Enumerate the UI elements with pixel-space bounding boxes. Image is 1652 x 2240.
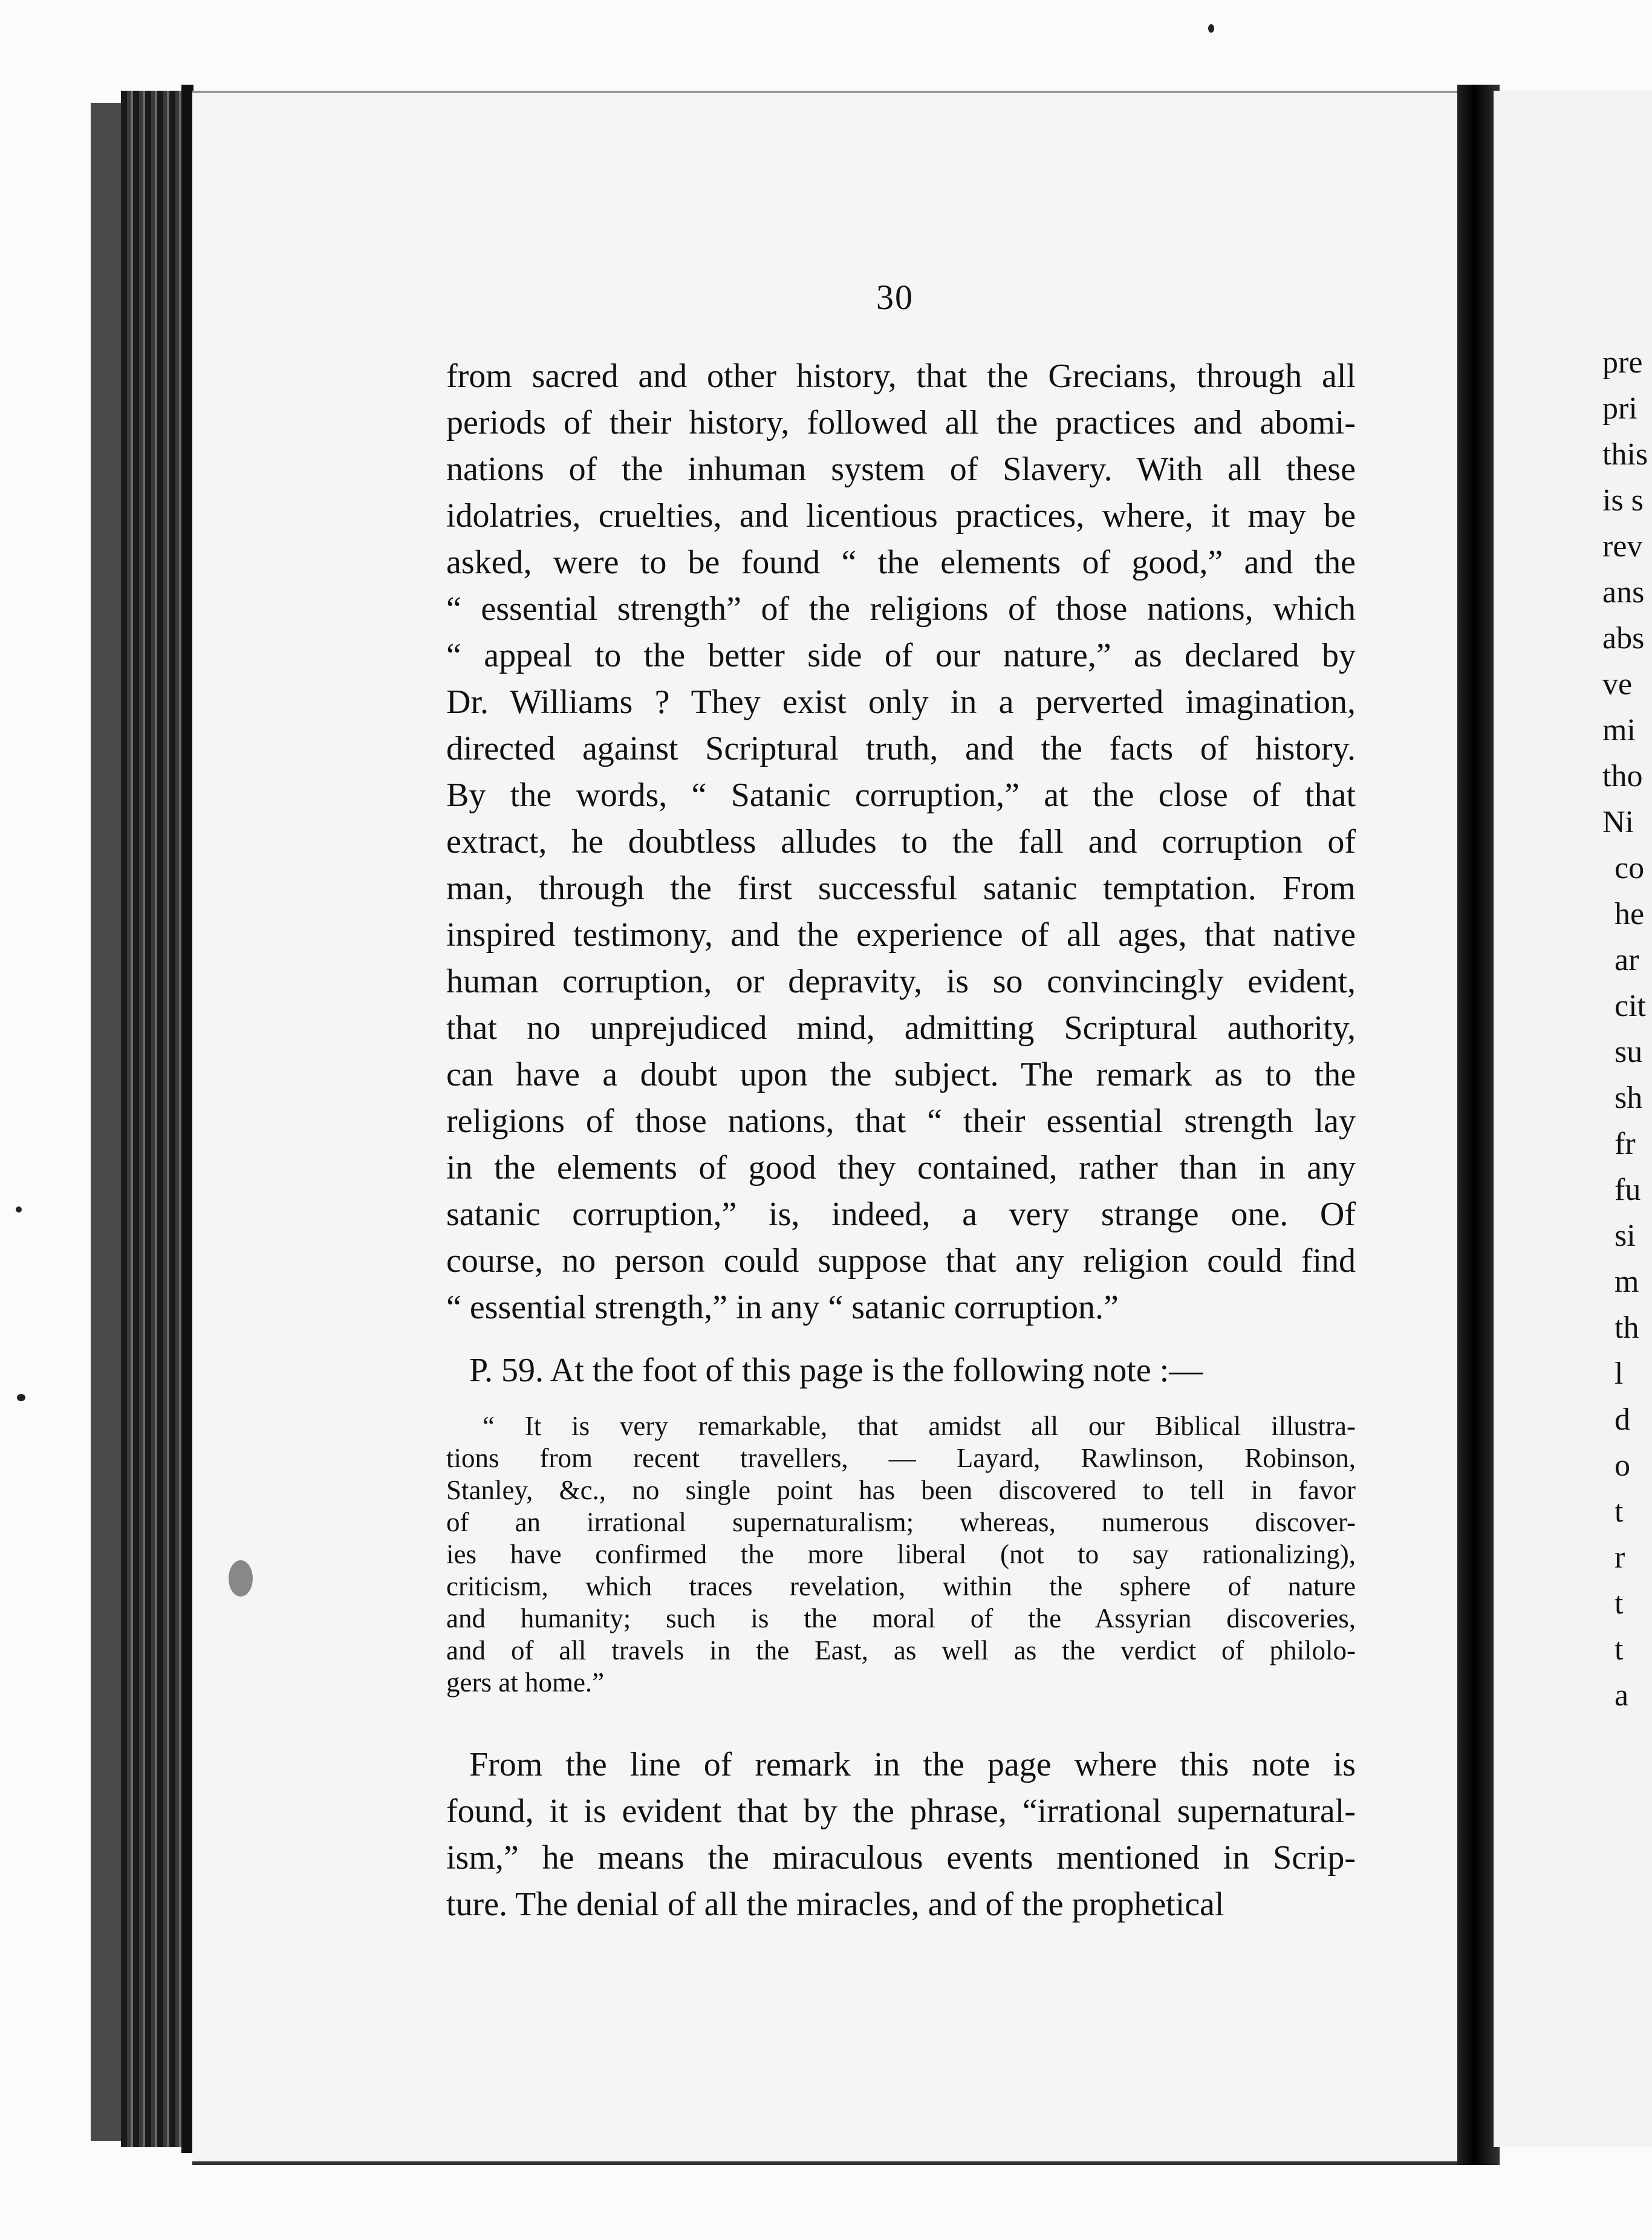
facing-page — [1494, 91, 1652, 2147]
text-line: “ essential strength” of the religions of those nations, which — [446, 590, 1356, 628]
text-line: ies have confirmed the more liberal (not to say rationalizing), — [446, 1539, 1356, 1569]
facing-page-fragment: he — [1615, 897, 1645, 931]
text-line: ture. The denial of all the miracles, and of the prophetical — [446, 1886, 1224, 1923]
text-line: inspired testimony, and the experience of all ages, that native — [446, 916, 1356, 954]
text-line: From the line of remark in the page where this note is — [469, 1746, 1356, 1783]
facing-page-fragment: t — [1615, 1586, 1624, 1621]
text-line: found, it is evident that by the phrase, “irrational supernatural- — [446, 1792, 1356, 1830]
text-line: By the words, “ Satanic corruption,” at the close of that — [446, 777, 1356, 814]
facing-page-fragment: t — [1615, 1632, 1624, 1667]
facing-page-fragment: d — [1615, 1402, 1630, 1437]
text-line: and humanity; such is the moral of the Assyrian discoveries, — [446, 1603, 1356, 1633]
text-line: periods of their history, followed all the practices and abomi- — [446, 404, 1356, 441]
facing-page-fragment: abs — [1602, 621, 1645, 656]
paragraph-conclusion — [446, 1742, 1356, 1928]
page-number: 30 — [876, 278, 914, 317]
text-line: religions of those nations, that “ their essential strength lay — [446, 1102, 1356, 1140]
text-line: ism,” he means the miraculous events mentioned in Scrip- — [446, 1839, 1356, 1877]
text-line: tions from recent travellers, — Layard, Rawlinson, Robinson, — [446, 1443, 1356, 1473]
facing-page-fragment: is s — [1602, 483, 1644, 518]
text-line: asked, were to be found “ the elements of good,” and the — [446, 544, 1356, 581]
text-line: that no unprejudiced mind, admitting Scriptural authority, — [446, 1009, 1356, 1047]
scan-speck — [16, 1206, 22, 1213]
scan-speck — [17, 1394, 25, 1401]
facing-page-fragment: th — [1615, 1310, 1639, 1345]
scan-speck — [229, 1560, 253, 1597]
facing-page-fragment: Ni — [1602, 805, 1634, 839]
facing-page-fragment: l — [1615, 1356, 1624, 1391]
text-line: P. 59. At the foot of this page is the following note :— — [469, 1352, 1203, 1389]
text-line: gers at home.” — [446, 1667, 605, 1698]
facing-page-fragment: m — [1615, 1265, 1639, 1299]
facing-page-fragment: o — [1615, 1448, 1630, 1483]
facing-page-fragment: this — [1602, 437, 1648, 472]
paragraph-main — [446, 353, 1356, 1331]
paragraph-note-intro — [446, 1347, 1356, 1394]
text-line: and of all travels in the East, as well as the verdict of philolo- — [446, 1635, 1356, 1665]
facing-page-fragment: co — [1615, 851, 1645, 885]
facing-page-fragment: rev — [1602, 529, 1643, 564]
text-line: can have a doubt upon the subject. The remark as to the — [446, 1056, 1356, 1093]
text-line: nations of the inhuman system of Slavery. With all these — [446, 451, 1356, 488]
text-line: directed against Scriptural truth, and the facts of history. — [446, 730, 1356, 767]
text-line: in the elements of good they contained, rather than in any — [446, 1149, 1356, 1187]
text-line: of an irrational supernaturalism; whereas, numerous discover- — [446, 1507, 1356, 1537]
text-line: Stanley, &c., no single point has been discovered to tell in favor — [446, 1475, 1356, 1505]
facing-page-fragment: r — [1615, 1540, 1625, 1575]
text-line: “ appeal to the better side of our nature,” as declared by — [446, 637, 1356, 674]
facing-page-fragment: pre — [1602, 345, 1643, 380]
facing-page-fragment: ve — [1602, 667, 1633, 702]
text-line: criticism, which traces revelation, within the sphere of nature — [446, 1571, 1356, 1601]
text-line: “ It is very remarkable, that amidst all our Biblical illustra- — [483, 1411, 1356, 1441]
text-line: idolatries, cruelties, and licentious practices, where, it may be — [446, 497, 1356, 535]
scan-speck — [1208, 24, 1214, 33]
facing-page-fragment: ar — [1615, 943, 1639, 977]
facing-page-fragment: tho — [1602, 759, 1643, 793]
text-line: course, no person could suppose that any religion could find — [446, 1242, 1356, 1280]
facing-page-fragment: su — [1615, 1035, 1643, 1069]
text-line: man, through the first successful satanic temptation. From — [446, 870, 1356, 907]
text-line: Dr. Williams ? They exist only in a perverted imagination, — [446, 683, 1356, 721]
text-line: from sacred and other history, that the Grecians, through all — [446, 357, 1356, 395]
block-quote — [446, 1410, 1356, 1699]
text-line: “ essential strength,” in any “ satanic corruption.” — [446, 1289, 1119, 1326]
facing-page-fragment: cit — [1615, 989, 1646, 1023]
facing-page-fragment: si — [1615, 1219, 1636, 1253]
facing-page-fragment: fu — [1615, 1173, 1641, 1207]
text-line: satanic corruption,” is, indeed, a very strange one. Of — [446, 1196, 1356, 1233]
page-edge-shadow — [181, 85, 193, 2153]
facing-page-fragment: sh — [1615, 1081, 1643, 1115]
facing-page-fragment: pri — [1602, 391, 1637, 426]
text-line: human corruption, or depravity, is so convincingly evident, — [446, 963, 1356, 1000]
facing-page-fragment: ans — [1602, 575, 1645, 610]
facing-page-fragment: fr — [1615, 1127, 1636, 1161]
text-line: extract, he doubtless alludes to the fall and corruption of — [446, 823, 1356, 861]
facing-page-fragment: mi — [1602, 713, 1636, 747]
facing-page-fragment: t — [1615, 1494, 1624, 1529]
facing-page-fragment: a — [1615, 1678, 1629, 1713]
